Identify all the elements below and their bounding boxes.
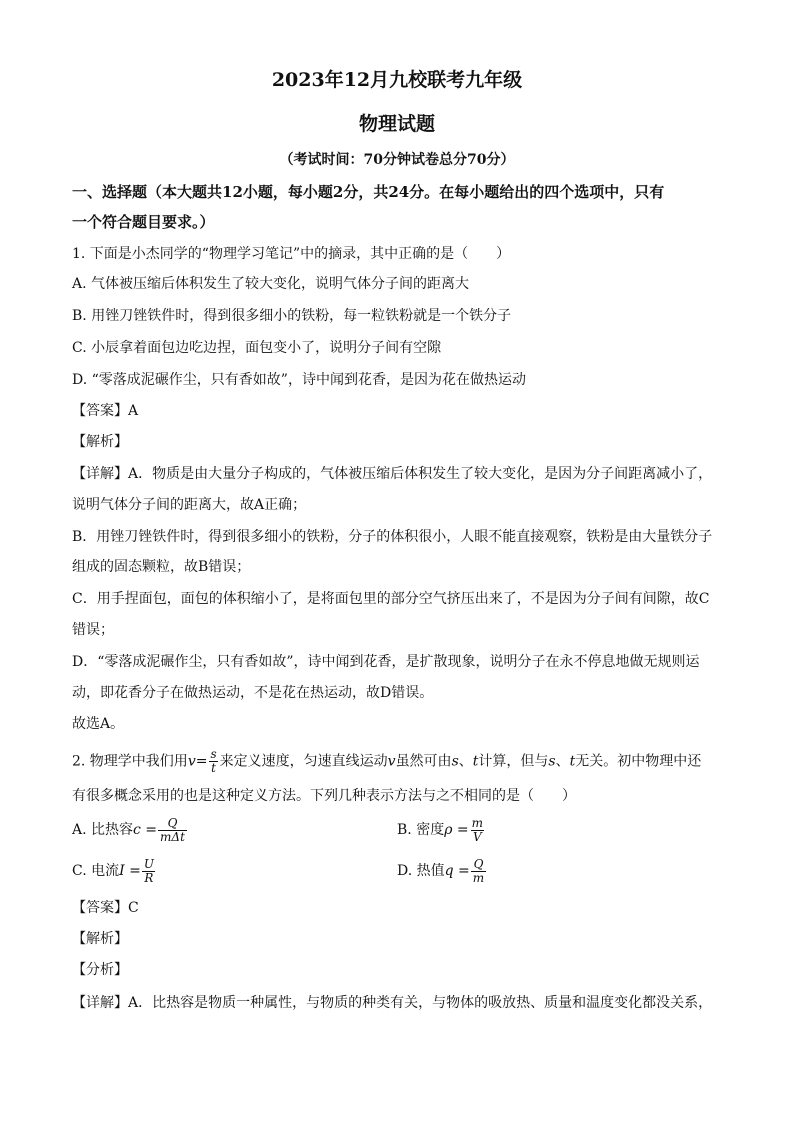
q2-stem-a: 2. 物理学中我们用 [72, 753, 188, 770]
q2-opt-b-lhs: ρ = [444, 822, 469, 838]
subject-title: 物理试题 [358, 113, 435, 135]
q2-option-b [397, 816, 486, 844]
q1-conclusion: 故选A。 [72, 716, 125, 732]
q2-stem-c: 虽然可由 [395, 753, 452, 770]
q2-opt-b-den: V [472, 829, 482, 844]
exam-info: （考试时间：70分钟试卷总分70分） [279, 152, 515, 168]
q2-speed-fraction [208, 748, 218, 775]
q1-analysis: 【解析】 [72, 434, 128, 450]
q2-stem-line1 [72, 748, 701, 775]
q2-opt-d-fraction [471, 858, 486, 885]
q2-opt-c-fraction [142, 858, 156, 885]
q2-sep1: 、 [458, 753, 473, 770]
q2-frac-num: s [210, 747, 217, 761]
q1-detail-5: C．用手捏面包，面包的体积缩小了，是将面包里的部分空气挤压出来了，不是因为分子间有间隙，故C [72, 591, 710, 607]
q2-option-c [72, 857, 157, 885]
q2-var-t2: t [472, 753, 479, 770]
q2-opt-c-den: R [144, 870, 154, 885]
q1-detail-6: 错误； [72, 622, 114, 638]
q2-opt-d-lhs: q = [444, 863, 470, 879]
q2-option-d [397, 857, 487, 885]
q2-opt-d-den: m [472, 870, 485, 885]
q1-detail-3: B．用锉刀锉铁件时，得到很多细小的铁粉，分子的体积很小，人眼不能直接观察，铁粉是由大量铁分子 [72, 529, 713, 545]
q1-detail-7: D．“零落成泥碾作尘，只有香如故”，诗中闻到花香，是扩散现象，说明分子在永不停息地做无规则运 [72, 654, 700, 670]
q2-opt-a-den: mΔt [160, 829, 185, 844]
q2-opt-a-label: A. 比热容 [72, 822, 134, 838]
q2-opt-c-num: U [143, 856, 154, 871]
q1-option-a: A. 气体被压缩后体积发生了较大变化，说明气体分子间的距离大 [72, 276, 470, 292]
q2-opt-a-fraction [158, 817, 187, 844]
exam-title: 2023年12月九校联考九年级 [271, 69, 523, 91]
q2-opt-c-lhs: I = [119, 863, 141, 879]
q2-opt-a-lhs: c = [133, 822, 158, 838]
q1-detail-8: 动，即花香分子在做热运动，不是花在热运动，故D错误。 [72, 685, 434, 701]
section-heading-line2: 一个符合题目要求。） [72, 213, 215, 231]
q2-frac-den: t [211, 761, 216, 775]
q2-var-s2: s [451, 753, 459, 770]
q2-eq: = [195, 753, 208, 770]
q2-opt-d-label: D. 热值 [397, 863, 445, 879]
q2-var-s3: s [548, 753, 556, 770]
q2-var-v: v [187, 753, 196, 770]
q2-sep2: 、 [555, 753, 570, 770]
q1-option-b: B. 用锉刀锉铁件时，得到很多细小的铁粉，每一粒铁粉就是一个铁分子 [72, 308, 512, 324]
q1-stem: 1. 下面是小杰同学的“物理学习笔记”中的摘录，其中正确的是（ ） [72, 246, 511, 262]
q2-opt-b-label: B. 密度 [397, 822, 445, 838]
q2-fenxi: 【分析】 [72, 962, 128, 978]
q1-option-c: C. 小辰拿着面包边吃边捏，面包变小了，说明分子间有空隙 [72, 340, 442, 356]
q2-var-t3: t [569, 753, 576, 770]
q1-detail-4: 组成的固态颗粒，故B错误； [72, 559, 251, 575]
q2-opt-d-num: Q [473, 856, 484, 871]
q1-detail-1: 【详解】A．物质是由大量分子构成的，气体被压缩后体积发生了较大变化，是因为分子间距离减小了， [72, 466, 713, 482]
q2-stem-d: 计算，但与 [478, 753, 549, 770]
q2-opt-a-num: Q [167, 815, 178, 830]
q2-opt-b-num: m [471, 815, 484, 830]
q1-answer: 【答案】A [72, 403, 139, 419]
q1-option-d: D. “零落成泥碾作尘，只有香如故”，诗中闻到花香，是因为花在做热运动 [72, 372, 526, 388]
q2-stem-line2: 有很多概念采用的也是这种定义方法。下列几种表示方法与之不相同的是（ ） [72, 788, 576, 804]
q1-detail-2: 说明气体分子间的距离大，故A正确； [72, 497, 307, 513]
q2-var-v2: v [387, 753, 396, 770]
q2-answer: 【答案】C [72, 900, 139, 916]
section-heading-line1: 一、选择题（本大题共12小题，每小题2分，共24分。在每小题给出的四个选项中，只有 [72, 183, 665, 201]
q2-opt-c-label: C. 电流 [72, 863, 120, 879]
q2-analysis: 【解析】 [72, 931, 128, 947]
q2-stem-e: 无关。初中物理中还 [575, 753, 702, 770]
q2-detail-1: 【详解】A．比热容是物质一种属性，与物质的种类有关，与物体的吸放热、质量和温度变化都没关系， [72, 995, 713, 1011]
q2-opt-b-fraction [470, 817, 485, 844]
q2-option-a [72, 816, 188, 844]
q2-stem-b: 来定义速度，匀速直线运动 [219, 753, 388, 770]
